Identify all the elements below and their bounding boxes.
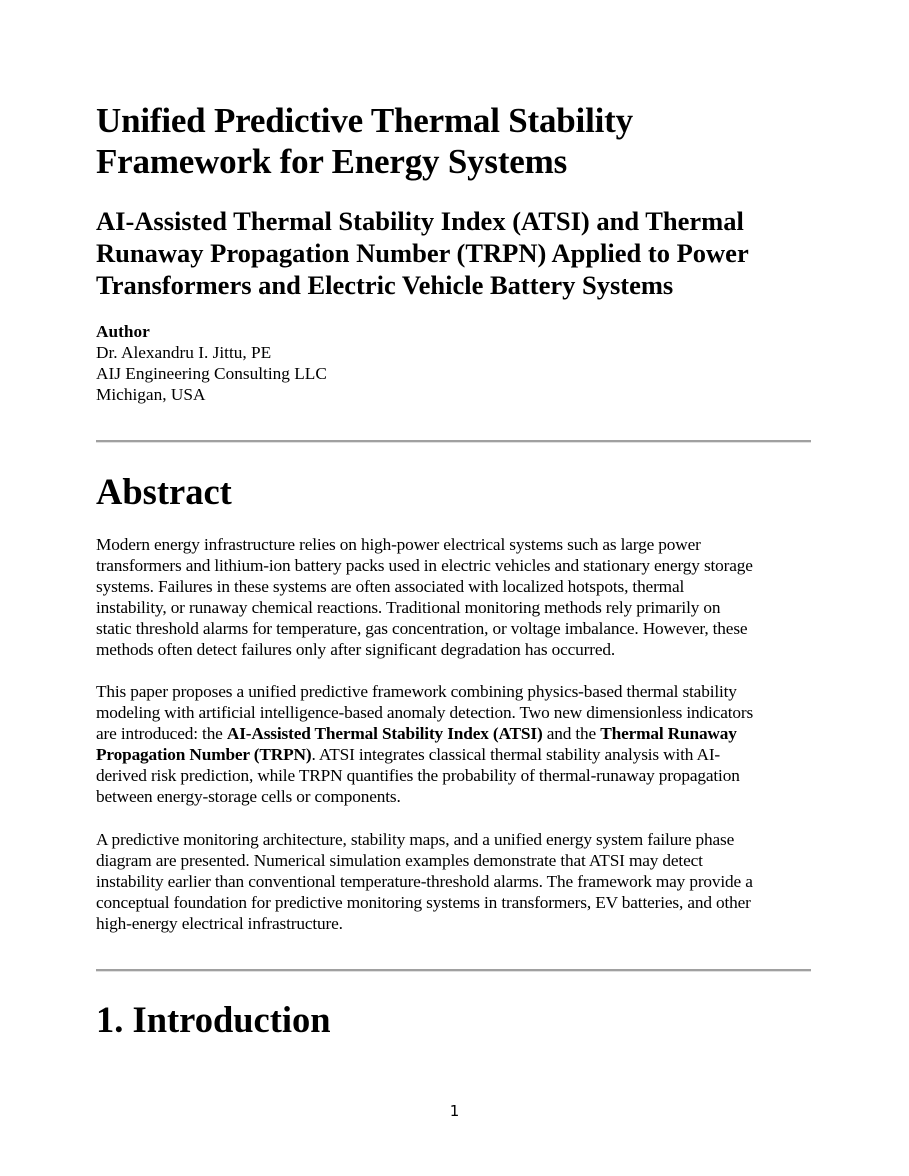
text-run: . ATSI integrates classical thermal stability analysis with AI- xyxy=(311,745,721,764)
trpn-term-start: Thermal Runaway xyxy=(600,724,737,743)
subtitle-line: Transformers and Electric Vehicle Battery Systems xyxy=(96,270,674,300)
text-line xyxy=(96,723,812,744)
text-line: systems. Failures in these systems are often associated with localized hotspots, thermal xyxy=(96,577,685,596)
introduction-heading: 1. Introduction xyxy=(96,999,331,1040)
trpn-term-end: Propagation Number (TRPN) xyxy=(96,745,312,764)
abstract-paragraph-2 xyxy=(96,681,812,807)
paper-subtitle xyxy=(96,205,812,301)
text-line: instability earlier than conventional temperature-threshold alarms. The framework may provide a xyxy=(96,872,753,891)
author-block xyxy=(96,321,327,405)
page-number: 1 xyxy=(449,1102,460,1120)
text-line: methods often detect failures only after significant degradation has occurred. xyxy=(96,640,616,659)
author-location: Michigan, USA xyxy=(96,385,206,404)
text-line: static threshold alarms for temperature, gas concentration, or voltage imbalance. However, these xyxy=(96,619,748,638)
title-line: Framework for Energy Systems xyxy=(96,142,568,181)
text-line: modeling with artificial intelligence-based anomaly detection. Two new dimensionless indicators xyxy=(96,703,754,722)
abstract-heading: Abstract xyxy=(96,471,232,512)
text-line: diagram are presented. Numerical simulation examples demonstrate that ATSI may detect xyxy=(96,851,703,870)
text-line: high-energy electrical infrastructure. xyxy=(96,914,343,933)
author-label: Author xyxy=(96,322,150,341)
text-line: conceptual foundation for predictive monitoring systems in transformers, EV batteries, and other xyxy=(96,893,751,912)
subtitle-line: Runaway Propagation Number (TRPN) Applied to Power xyxy=(96,238,749,268)
atsi-term: AI-Assisted Thermal Stability Index (ATSI) xyxy=(226,724,543,743)
author-organization: AIJ Engineering Consulting LLC xyxy=(96,364,327,383)
author-name: Dr. Alexandru I. Jittu, PE xyxy=(96,343,272,362)
text-run: and the xyxy=(542,724,601,743)
text-line: derived risk prediction, while TRPN quantifies the probability of thermal-runaway propagation xyxy=(96,766,740,785)
text-line: instability, or runaway chemical reactions. Traditional monitoring methods rely primarily on xyxy=(96,598,721,617)
text-line: transformers and lithium-ion battery packs used in electric vehicles and stationary energy storage xyxy=(96,556,753,575)
abstract-paragraph-3 xyxy=(96,829,812,934)
text-run: are introduced: the xyxy=(96,724,227,743)
horizontal-rule xyxy=(96,969,811,972)
text-line: Modern energy infrastructure relies on high-power electrical systems such as large power xyxy=(96,535,701,554)
title-line: Unified Predictive Thermal Stability xyxy=(96,101,633,140)
text-line xyxy=(96,744,812,765)
text-line: This paper proposes a unified predictive framework combining physics-based thermal stability xyxy=(96,682,737,701)
abstract-paragraph-1 xyxy=(96,534,812,660)
horizontal-rule xyxy=(96,440,811,443)
text-line: A predictive monitoring architecture, stability maps, and a unified energy system failure phase xyxy=(96,830,735,849)
text-line: between energy-storage cells or components. xyxy=(96,787,401,806)
subtitle-line: AI-Assisted Thermal Stability Index (ATSI) and Thermal xyxy=(96,206,744,236)
paper-title xyxy=(96,100,812,182)
